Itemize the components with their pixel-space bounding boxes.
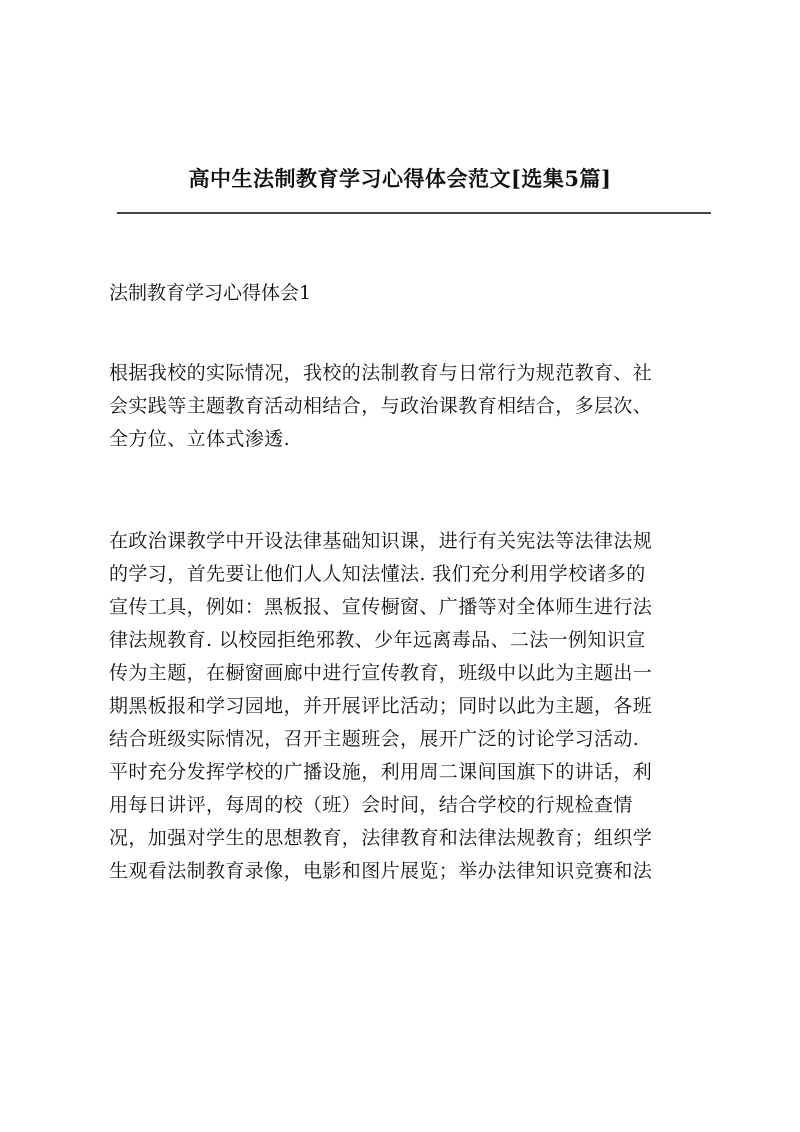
paragraph-line: 根据我校的实际情况，我校的法制教育与日常行为规范教育、社 (109, 362, 653, 384)
paragraph-line: 平时充分发挥学校的广播设施，利用周二课间国旗下的讲话，利 (109, 761, 653, 783)
paragraph-line: 宣传工具，例如：黑板报、宣传橱窗、广播等对全体师生进行法 (109, 596, 653, 618)
paragraph-line: 的学习，首先要让他们人人知法懂法. 我们充分利用学校诸多的 (109, 563, 646, 585)
paragraph-line: 用每日讲评，每周的校（班）会时间，结合学校的行规检查情 (109, 794, 633, 816)
paragraph-line: 生观看法制教育录像，电影和图片展览；举办法律知识竞赛和法 (109, 860, 653, 882)
paragraph-line: 在政治课教学中开设法律基础知识课，进行有关宪法等法律法规 (109, 530, 653, 552)
document-title: 高中生法制教育学习心得体会范文[选集5篇] (188, 166, 612, 191)
paragraph-line: 律法规教育. 以校园拒绝邪教、少年远离毒品、二法一例知识宣 (109, 629, 646, 651)
paragraph-line: 期黑板报和学习园地，并开展评比活动；同时以此为主题，各班 (109, 695, 653, 717)
paragraph-line: 况，加强对学生的思想教育，法律教育和法律法规教育；组织学 (109, 827, 653, 849)
paragraph-2 (109, 525, 715, 888)
paragraph-line: 传为主题，在橱窗画廊中进行宣传教育，班级中以此为主题出一 (109, 662, 653, 684)
title-divider (117, 212, 711, 214)
paragraph-1 (109, 357, 715, 456)
paragraph-line: 会实践等主题教育活动相结合，与政治课教育相结合，多层次、 (109, 395, 653, 417)
paragraph-line: 全方位、立体式渗透. (109, 428, 291, 450)
section-heading: 法制教育学习心得体会1 (109, 282, 312, 304)
paragraph-line: 结合班级实际情况，召开主题班会，展开广泛的讨论学习活动. (109, 728, 640, 750)
